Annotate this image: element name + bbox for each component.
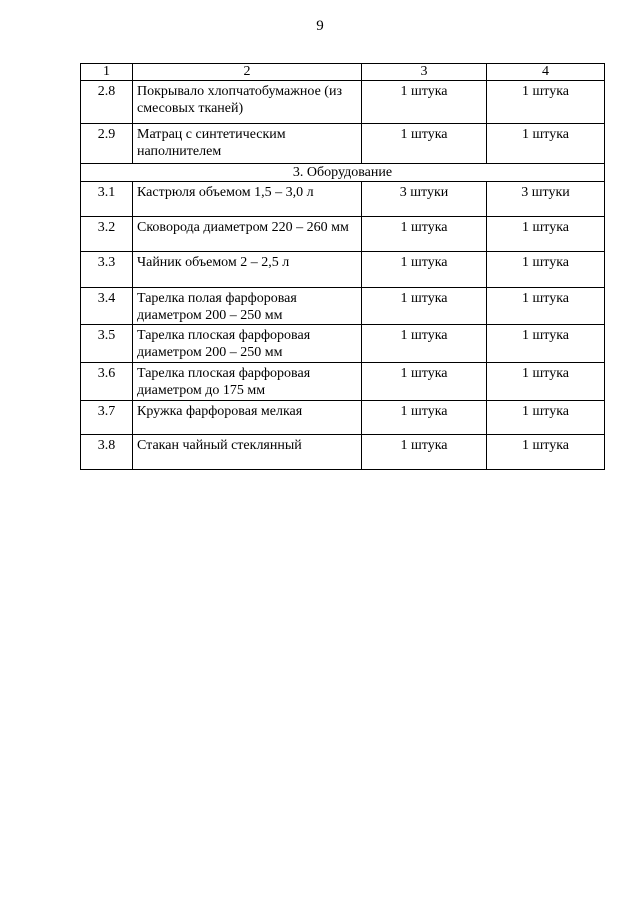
item-name: Стакан чайный стеклянный	[133, 435, 362, 470]
row-number: 3.7	[81, 401, 133, 435]
table-row	[81, 363, 605, 401]
table-row	[81, 124, 605, 164]
item-quantity: 3 штуки	[487, 182, 605, 217]
section-row	[81, 164, 605, 182]
item-name: Кружка фарфоровая мелкая	[133, 401, 362, 435]
table-row	[81, 325, 605, 363]
table-row	[81, 182, 605, 217]
item-quantity: 1 штука	[487, 325, 605, 363]
row-number: 3.2	[81, 217, 133, 252]
table-row	[81, 81, 605, 124]
table-row	[81, 217, 605, 252]
item-name: Покрывало хлопчатобумажное (из смесовых тканей)	[133, 81, 362, 124]
header-cell: 2	[133, 64, 362, 81]
header-cell: 4	[487, 64, 605, 81]
table-row	[81, 288, 605, 325]
item-quantity: 1 штука	[487, 401, 605, 435]
section-title: 3. Оборудование	[81, 164, 605, 182]
item-quantity: 1 штука	[362, 363, 487, 401]
table-row	[81, 401, 605, 435]
item-name: Тарелка плоская фарфоровая диаметром 200 – 250 мм	[133, 325, 362, 363]
table-row	[81, 435, 605, 470]
item-quantity: 1 штука	[487, 435, 605, 470]
item-quantity: 1 штука	[487, 217, 605, 252]
item-name: Кастрюля объемом 1,5 – 3,0 л	[133, 182, 362, 217]
item-quantity: 1 штука	[362, 325, 487, 363]
row-number: 3.1	[81, 182, 133, 217]
row-number: 3.6	[81, 363, 133, 401]
item-quantity: 1 штука	[362, 401, 487, 435]
item-name: Сковорода диаметром 220 – 260 мм	[133, 217, 362, 252]
row-number: 3.4	[81, 288, 133, 325]
item-quantity: 1 штука	[362, 81, 487, 124]
item-quantity: 1 штука	[487, 252, 605, 288]
header-cell: 3	[362, 64, 487, 81]
item-quantity: 1 штука	[487, 81, 605, 124]
equipment-table	[80, 63, 605, 470]
table-header-row	[81, 64, 605, 81]
table-row	[81, 252, 605, 288]
row-number: 3.3	[81, 252, 133, 288]
row-number: 3.5	[81, 325, 133, 363]
item-name: Чайник объемом 2 – 2,5 л	[133, 252, 362, 288]
item-quantity: 1 штука	[362, 217, 487, 252]
item-quantity: 1 штука	[487, 124, 605, 164]
item-quantity: 1 штука	[362, 252, 487, 288]
item-quantity: 1 штука	[487, 288, 605, 325]
item-quantity: 3 штуки	[362, 182, 487, 217]
item-quantity: 1 штука	[362, 124, 487, 164]
item-quantity: 1 штука	[362, 288, 487, 325]
page-number: 9	[316, 18, 324, 34]
row-number: 2.8	[81, 81, 133, 124]
item-name: Тарелка плоская фарфоровая диаметром до 175 мм	[133, 363, 362, 401]
item-name: Матрац с синтетическим наполнителем	[133, 124, 362, 164]
row-number: 2.9	[81, 124, 133, 164]
row-number: 3.8	[81, 435, 133, 470]
header-cell: 1	[81, 64, 133, 81]
item-name: Тарелка полая фарфоровая диаметром 200 – 250 мм	[133, 288, 362, 325]
item-quantity: 1 штука	[487, 363, 605, 401]
item-quantity: 1 штука	[362, 435, 487, 470]
